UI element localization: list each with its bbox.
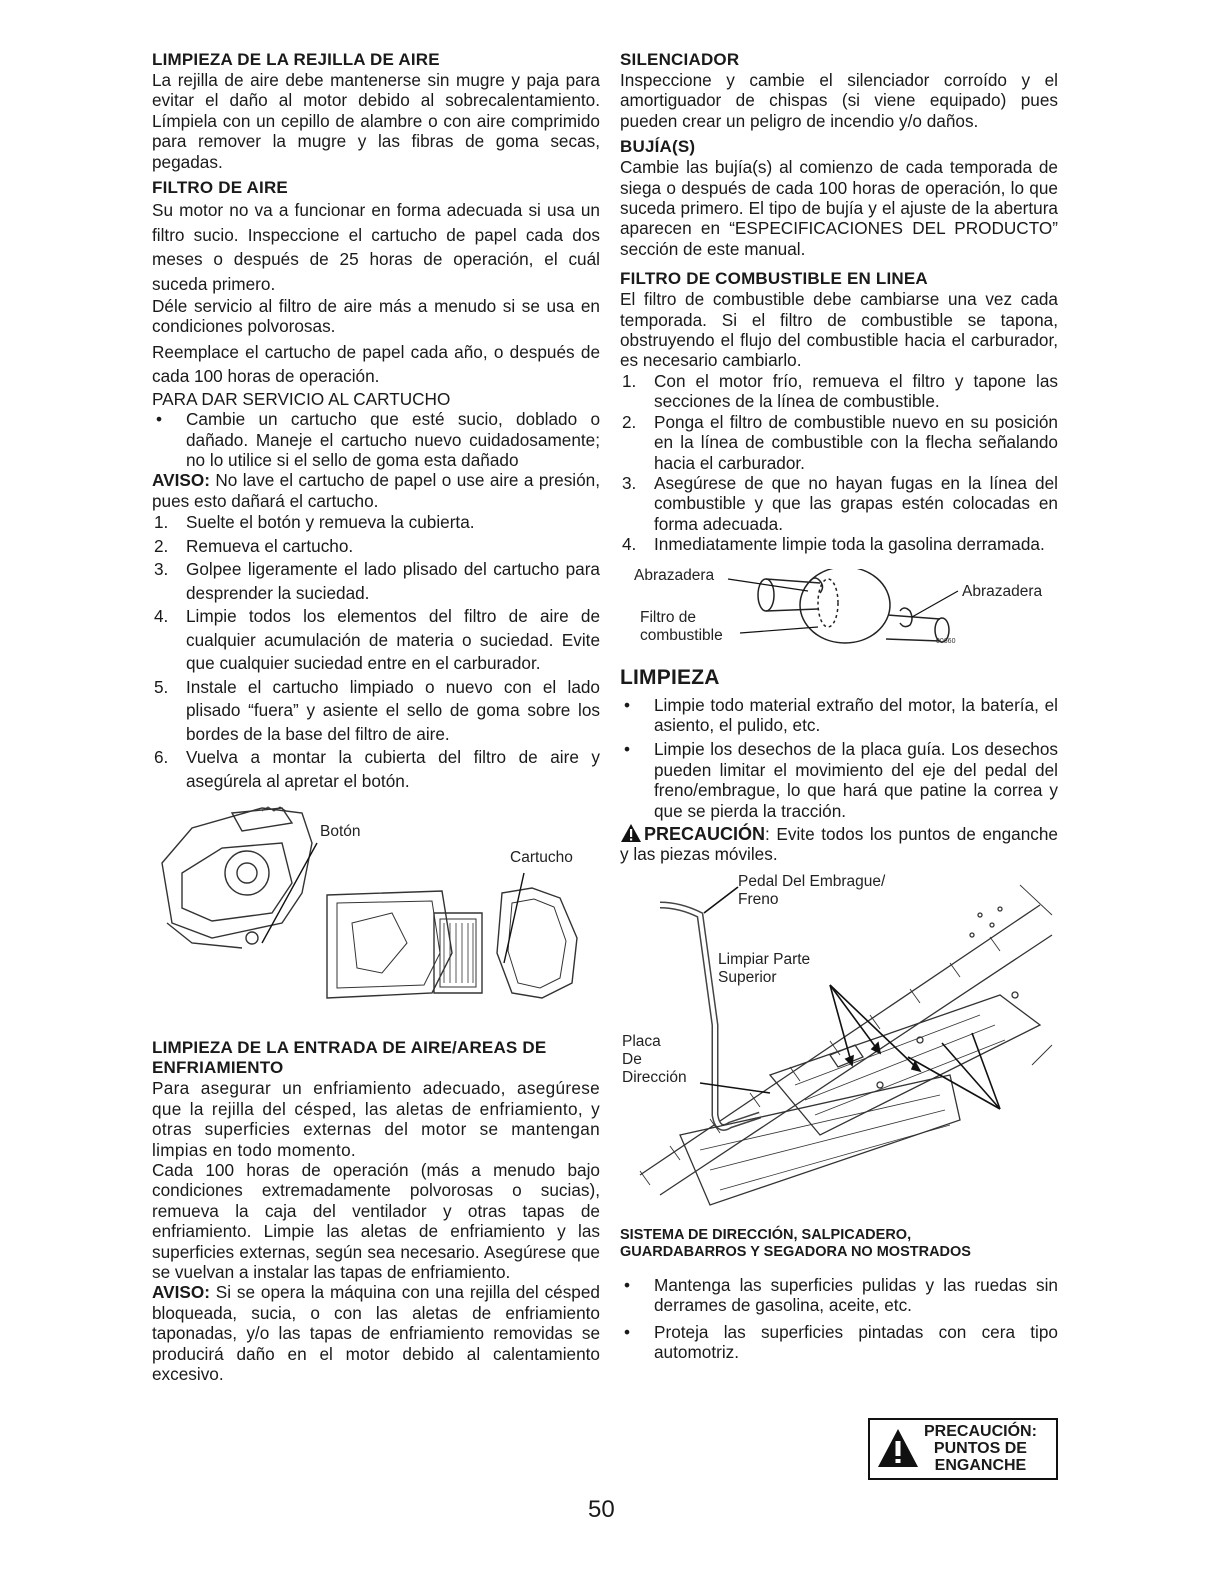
entrada-aire-p2: Cada 100 horas de operación (más a menudo bajo condiciones extremadamente polvorosas o sucias), remueva la caja del ventilador y otras tapas de enfriamiento. Limpie las aletas de enfriamiento y las superficies externas, según sea necesario. Asegúrese que se vuelvan a instalar las tapas de enfriamiento. <box>152 1159 600 1282</box>
aviso-entrada-aire: AVISO: Si se opera la máquina con una rejilla del césped bloqueada, sucia, o con las aletas de enfriamiento taponadas, y/o las tapas de enfriamiento removidas se producirá daño en el motor debido al calentamiento excesivo. <box>152 1282 600 1384</box>
air-filter-figure <box>152 803 600 1028</box>
fig3-label-de: De <box>622 1050 642 1068</box>
fig3-label-limpiar: Limpiar Parte <box>718 950 811 968</box>
fig3-label-pedal: Pedal Del Embrague/ <box>738 872 886 890</box>
list-item: • Mantenga las superficies pulidas y las ruedas sin derrames de gasolina, aceite, etc. <box>624 1274 1058 1316</box>
list-item: 3. Golpee ligeramente el lado plisado del cartucho para desprender la suciedad. <box>154 559 600 603</box>
filtro-aire-bullets <box>152 409 600 470</box>
list-item: • Proteja las superficies pintadas con cera tipo automotriz. <box>624 1321 1058 1362</box>
fig2-label-abrazadera-right: Abrazadera <box>962 582 1043 600</box>
filtro-combustible-body: El filtro de combustible debe cambiarse una vez cada temporada. Si el filtro de combustible se tapona, obstruyendo el flujo del combustible hacia el carburador, es necesario cambiarlo. <box>620 289 1058 371</box>
section-title-rejilla: LIMPIEZA DE LA REJILLA DE AIRE <box>152 50 440 69</box>
list-item: 2. Remueva el cartucho. <box>154 535 354 556</box>
fuel-filter-figure <box>620 566 1058 661</box>
list-item: • Limpie los desechos de la placa guía. Los desechos pueden limitar el movimiento del eje del pedal del freno/embrague, lo que hará que patine la correa y que se pierda la tracción. <box>624 739 1058 821</box>
fig3-label-superior: Superior <box>718 968 777 986</box>
section-title-silenciador: SILENCIADOR <box>620 50 740 69</box>
list-item: 5. Instale el cartucho limpiado o nuevo con el lado plisado “fuera” y asiente el sello de goma sobre los bordes de la base del filtro de aire. <box>154 676 600 744</box>
final-bullets <box>620 1275 1058 1363</box>
section-title-limpieza: LIMPIEZA <box>620 665 720 689</box>
page-number: 50 <box>588 1496 615 1523</box>
rejilla-body: La rejilla de aire debe mantenerse sin mugre y paja para evitar el daño al motor debido al sobrecalentamiento. Límpiela con un cepillo de alambre o con aire comprimido para remover la mugre y las fibras de goma secas, pegadas. <box>152 70 600 172</box>
fig1-label-boton: Botón <box>320 823 361 841</box>
fig2-label-abrazadera-left: Abrazadera <box>634 566 715 584</box>
entrada-aire-p1: Para asegurar un enfriamiento adecuado, asegúrese que la rejilla del césped, las aletas de enfriamiento, y otras superficies externas del motor se mantengan limpias en todo momento. <box>152 1078 600 1160</box>
filtro-combustible-steps <box>620 371 1058 555</box>
caution-box <box>868 1418 1058 1480</box>
bujias-body: Cambie las bujía(s) al comienzo de cada temporada de siega o después de cada 100 horas de operación, lo que suceda primero. El tipo de bujía y el ajuste de la abertura aparecen en “ESPECIFICACIONES DEL PRODUCTO” sección de este manual. <box>620 157 1058 259</box>
fig2-label-combustible: combustible <box>640 626 723 644</box>
limpieza-bullets <box>620 695 1058 821</box>
fig3-label-placa: Placa <box>622 1032 661 1050</box>
section-title-filtro-combustible: FILTRO DE COMBUSTIBLE EN LINEA <box>620 269 928 289</box>
caution-box-line2: PUNTOS DE <box>933 1440 1027 1458</box>
section-title-entrada-aire: LIMPIEZA DE LA ENTRADA DE AIRE/AREAS DE ENFRIAMIENTO <box>152 1038 547 1078</box>
silenciador-body: Inspeccione y cambie el silenciador corroído y el amortiguador de chispas (si viene equipado) pues pueden crear un peligro de incendio y/o daños. <box>620 70 1058 131</box>
filtro-aire-p3: Reemplace el cartucho de papel cada año, o después de cada 100 horas de operación. <box>152 341 600 387</box>
list-item: 2. Ponga el filtro de combustible nuevo en su posición en la línea de combustible con la flecha señalando hacia el carburador. <box>622 411 1058 473</box>
left-column <box>152 50 600 1384</box>
caution-box-line3: ENGANCHE <box>934 1457 1027 1475</box>
fig2-label-filtro: Filtro de <box>640 608 696 626</box>
right-column <box>620 50 1058 1475</box>
section-title-bujias: BUJÍA(S) <box>620 137 696 157</box>
fuel-filter-code: 00660 <box>936 637 956 645</box>
warning-icon <box>620 823 642 843</box>
chassis-caption: SISTEMA DE DIRECCIÓN, SALPICADERO, GUARDABARROS Y SEGADORA NO MOSTRADOS <box>620 1226 971 1260</box>
list-item: 1. Con el motor frío, remueva el filtro y tapone las secciones de la línea de combustible. <box>622 370 1058 412</box>
chassis-illustration <box>620 872 1058 1225</box>
filtro-aire-steps <box>152 511 600 793</box>
list-item: 6. Vuelva a montar la cubierta del filtro de aire y asegúrela al apretar el botón. <box>154 747 600 791</box>
filtro-aire-p2: Déle servicio al filtro de aire más a menudo si se usa en condiciones polvorosas. <box>152 296 600 337</box>
air-filter-illustration <box>152 803 600 1028</box>
list-item: 1. Suelte el botón y remueva la cubierta. <box>154 512 475 533</box>
warning-icon <box>876 1427 920 1471</box>
aviso-cartucho: AVISO: No lave el cartucho de papel o use aire a presión, pues esto dañará el cartucho. <box>152 470 600 511</box>
caution-box-line1: PRECAUCIÓN: <box>924 1423 1037 1441</box>
fig3-label-direccion: Dirección <box>622 1068 687 1086</box>
list-item: 4. Inmediatamente limpie toda la gasolina derramada. <box>622 534 1045 555</box>
list-item: 3. Asegúrese de que no hayan fugas en la línea del combustible y que las grapas estén colocadas en forma adecuada. <box>622 472 1058 534</box>
precaucion-note: PRECAUCIÓN: Evite todos los puntos de enganche y las piezas móviles. <box>620 823 1058 865</box>
list-item: • Limpie todo material extraño del motor, la batería, el asiento, el pulido, etc. <box>624 694 1058 735</box>
fig3-label-freno: Freno <box>738 890 779 908</box>
section-title-filtro-aire: FILTRO DE AIRE <box>152 178 288 198</box>
fig1-label-cartucho: Cartucho <box>510 849 573 867</box>
list-item: 4. Limpie todos los elementos del filtro de aire de cualquier acumulación de materia o suciedad. Evite que cualquier suciedad entre en el carburador. <box>154 606 600 674</box>
filtro-aire-p1: Su motor no va a funcionar en forma adecuada si usa un filtro sucio. Inspeccione el cartucho de papel cada dos meses o después de 25 horas de operación, el cuál suceda primero. <box>152 200 600 294</box>
filtro-aire-p4: PARA DAR SERVICIO AL CARTUCHO <box>152 388 451 409</box>
list-item: • Cambie un cartucho que esté sucio, doblado o dañado. Maneje el cartucho nuevo cuidadosamente; no lo utilice si el sello de goma esta dañado <box>156 409 600 471</box>
